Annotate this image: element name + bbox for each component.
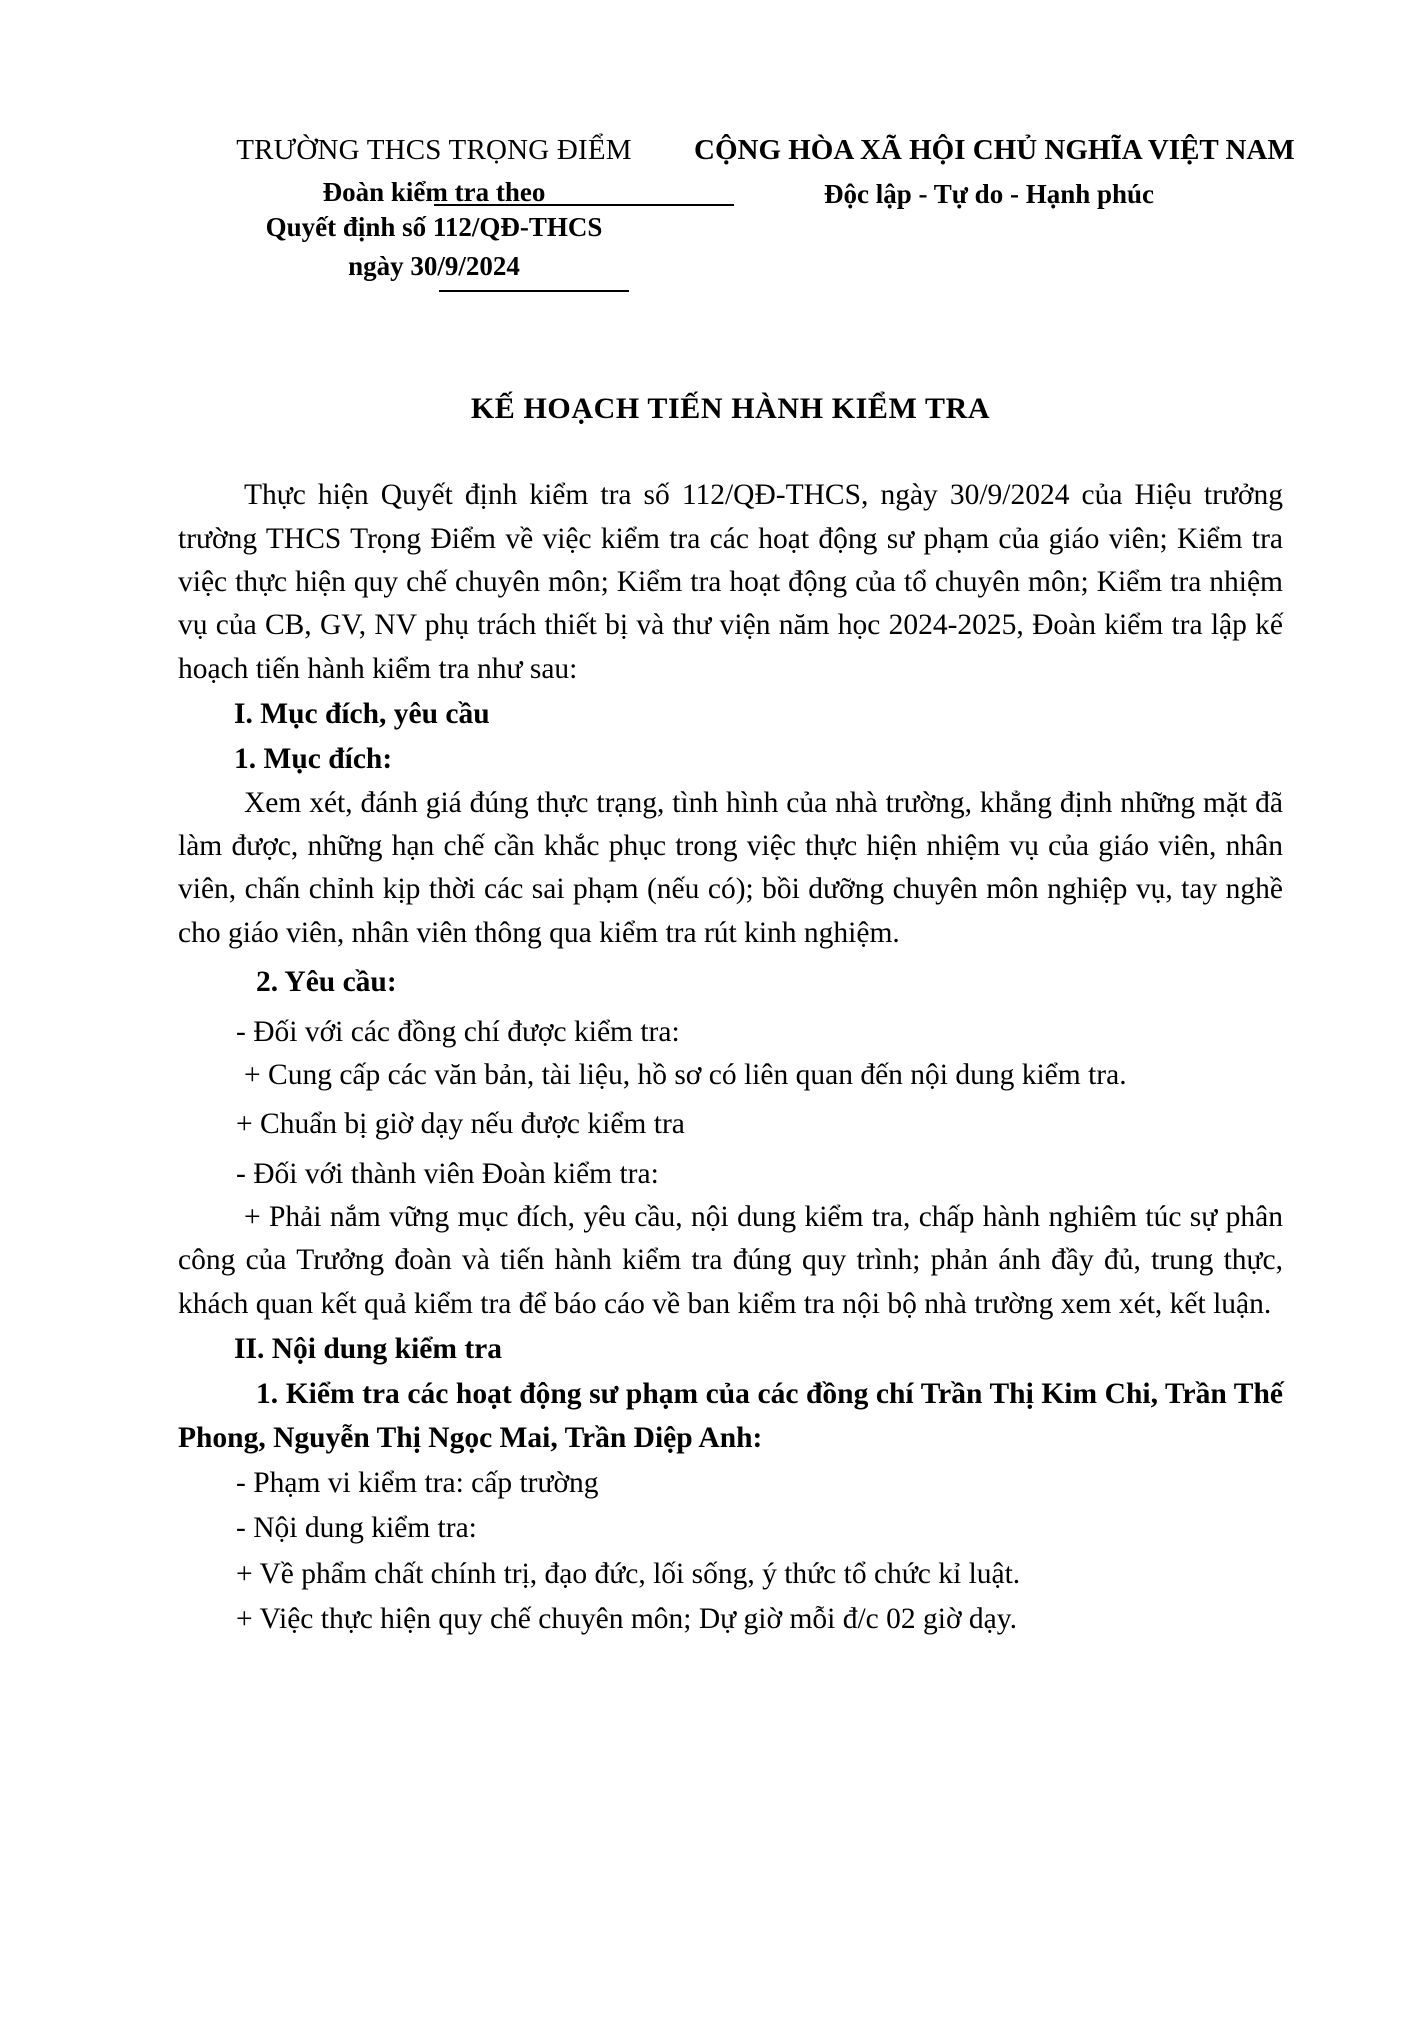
decision-date-line: ngày 30/9/2024 bbox=[348, 251, 520, 282]
content-item-2: - Nội dung kiểm tra: bbox=[236, 1512, 477, 1545]
page-title: KẾ HOẠCH TIẾN HÀNH KIỂM TRA bbox=[470, 392, 991, 426]
document-header bbox=[178, 132, 1295, 292]
requirement-item-5: + Phải nắm vững mục đích, yêu cầu, nội dung kiểm tra, chấp hành nghiêm túc sự phân công của Trưởng đoàn và tiến hành kiểm tra đúng quy trình; phản ánh đầy đủ, trung thực, khách quan kết quả kiểm tra để báo cáo về ban kiểm tra nội bộ nhà trường xem xét, kết luận. bbox=[178, 1200, 1283, 1320]
organization-name: TRƯỜNG THCS TRỌNG ĐIỂM bbox=[236, 134, 632, 166]
purpose-paragraph: Xem xét, đánh giá đúng thực trạng, tình hình của nhà trường, khẳng định những mặt đã làm được, những hạn chế cần khắc phục trong việc thực hiện nhiệm vụ của giáo viên, nhân viên, chấn chỉnh kịp thời các sai phạm (nếu có); bồi dưỡng chuyên môn nghiệp vụ, tay nghề cho giáo viên, nhân viên thông qua kiểm tra rút kinh nghiệm. bbox=[178, 786, 1283, 949]
header-right-block bbox=[684, 132, 1295, 212]
heading-subsection-1: 1. Mục đích: bbox=[234, 743, 393, 776]
content-item-1: - Phạm vi kiểm tra: cấp trường bbox=[236, 1467, 599, 1500]
requirement-item-3: + Chuẩn bị giờ dạy nếu được kiểm tra bbox=[236, 1108, 685, 1141]
header-left-block bbox=[178, 132, 684, 292]
heading-section-i: I. Mục đích, yêu cầu bbox=[234, 698, 490, 730]
intro-paragraph: Thực hiện Quyết định kiểm tra số 112/QĐ-THCS, ngày 30/9/2024 của Hiệu trưởng trường THCS Trọng Điểm về việc kiểm tra các hoạt động sư phạm của giáo viên; Kiểm tra việc thực hiện quy chế chuyên môn; Kiểm tra hoạt động của tổ chuyên môn; Kiểm tra nhiệm vụ của CB, GV, NV phụ trách thiết bị và thư viện năm học 2024-2025, Đoàn kiểm tra lập kế hoạch tiến hành kiểm tra như sau: bbox=[178, 479, 1283, 685]
heading-section-ii-item-1: 1. Kiểm tra các hoạt động sư phạm của các đồng chí Trần Thị Kim Chi, Trần Thế Phong, Nguyễn Thị Ngọc Mai, Trần Diệp Anh: bbox=[178, 1378, 1283, 1454]
requirement-item-4: - Đối với thành viên Đoàn kiểm tra: bbox=[236, 1157, 659, 1190]
requirement-item-2: + Cung cấp các văn bản, tài liệu, hồ sơ có liên quan đến nội dung kiểm tra. bbox=[244, 1058, 1127, 1091]
national-motto: Độc lập - Tự do - Hạnh phúc bbox=[823, 178, 1155, 209]
heading-section-ii: II. Nội dung kiểm tra bbox=[234, 1333, 502, 1366]
requirement-item-1: - Đối với các đồng chí được kiểm tra: bbox=[236, 1015, 680, 1048]
content-item-3: + Về phẩm chất chính trị, đạo đức, lối sống, ý thức tổ chức kỉ luật. bbox=[236, 1557, 1021, 1590]
content-item-4: + Việc thực hiện quy chế chuyên môn; Dự giờ mỗi đ/c 02 giờ dạy. bbox=[236, 1603, 1017, 1636]
inspection-team-line: Đoàn kiểm tra theo bbox=[322, 176, 546, 207]
national-title: CỘNG HÒA XÃ HỘI CHỦ NGHĨA VIỆT NAM bbox=[694, 134, 1295, 166]
decision-number-line: Quyết định số 112/QĐ-THCS bbox=[265, 211, 603, 242]
header-divider-rule-2 bbox=[439, 290, 629, 292]
document-content bbox=[178, 132, 1295, 1642]
heading-subsection-2: 2. Yêu cầu: bbox=[256, 966, 397, 999]
document-body bbox=[178, 474, 1283, 1641]
